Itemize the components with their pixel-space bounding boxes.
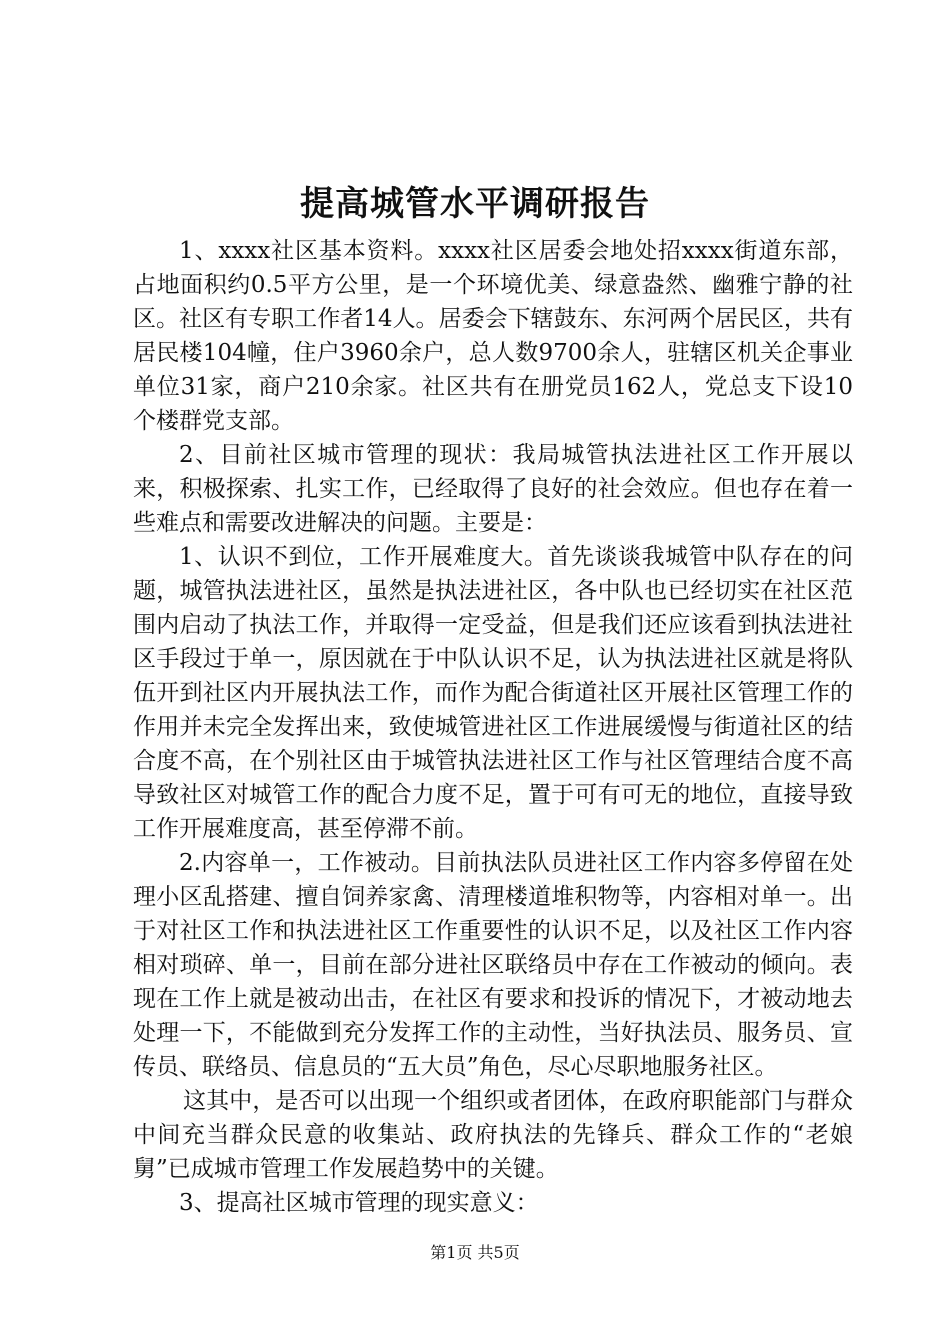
paragraph-community-info: 1、xxxx社区基本资料。xxxx社区居委会地处招xxxx街道东部，占地面积约0.5平方公里，是一个环境优美、绿意盎然、幽雅宁静的社区。社区有专职工作者14人。居委会下辖鼓东、东河两个居民区，共有居民楼104幢，住户3960余户，总人数9700余人，驻辖区机关企事业单位31家，商户210余家。社区共有在册党员162人，党总支下设10个楼群党支部。 (133, 238, 853, 434)
paragraph-current-status: 2、目前社区城市管理的现状：我局城管执法进社区工作开展以来，积极探索、扎实工作，已经取得了良好的社会效应。但也存在着一些难点和需要改进解决的问题。主要是： (133, 442, 853, 536)
paragraph-problem-content: 2.内容单一，工作被动。目前执法队员进社区工作内容多停留在处理小区乱搭建、擅自饲养家禽、清理楼道堆积物等，内容相对单一。出于对社区工作和执法进社区工作重要性的认识不足，以及社区工作内容相对琐碎、单一，目前在部分进社区联络员中存在工作被动的倾向。表现在工作上就是被动出击，在社区有要求和投诉的情况下，才被动地去处理一下，不能做到充分发挥工作的主动性，当好执法员、服务员、宣传员、联络员、信息员的“五大员”角色，尽心尽职地服务社区。 (133, 850, 853, 1080)
paragraph-organization: 这其中，是否可以出现一个组织或者团体，在政府职能部门与群众中间充当群众民意的收集站、政府执法的先锋兵、群众工作的“老娘舅”已成城市管理工作发展趋势中的关键。 (133, 1088, 853, 1182)
document-body (133, 234, 853, 1220)
page-number-footer: 第1页 共5页 (430, 1243, 520, 1262)
paragraph-problem-awareness: 1、认识不到位，工作开展难度大。首先谈谈我城管中队存在的问题，城管执法进社区，虽然是执法进社区，各中队也已经切实在社区范围内启动了执法工作，并取得一定受益，但是我们还应该看到执法进社区手段过于单一，原因就在于中队认识不足，认为执法进社区就是将队伍开到社区内开展执法工作，而作为配合街道社区开展社区管理工作的作用并未完全发挥出来，致使城管进社区工作进展缓慢与街道社区的结合度不高，在个别社区由于城管执法进社区工作与社区管理结合度不高导致社区对城管工作的配合力度不足，置于可有可无的地位，直接导致工作开展难度高，甚至停滞不前。 (133, 544, 853, 842)
paragraph-significance-heading: 3、提高社区城市管理的现实意义： (179, 1190, 539, 1216)
document-title: 提高城管水平调研报告 (300, 184, 650, 224)
